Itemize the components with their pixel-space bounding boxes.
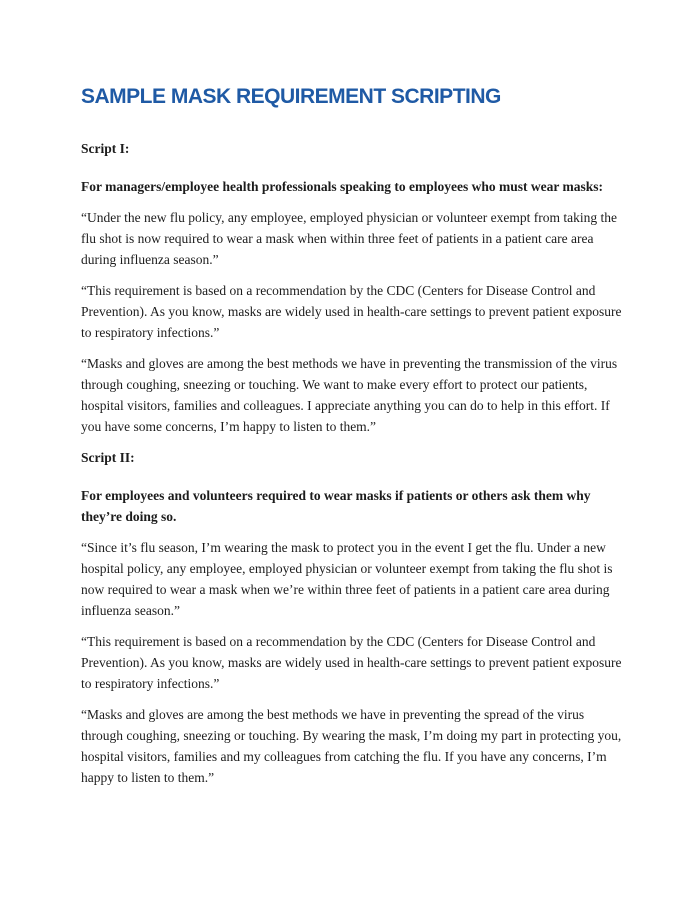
- document-body: [81, 138, 627, 788]
- script-i-paragraph-1: “Under the new flu policy, any employee, employed physician or volunteer exempt from taking the flu shot is now required to wear a mask when within three feet of patients in a patient care area during influenza season.”: [81, 210, 617, 267]
- script-i-paragraph-2: “This requirement is based on a recommendation by the CDC (Centers for Disease Control and Prevention). As you know, masks are widely used in health-care settings to prevent patient exposure to respiratory infections.”: [81, 283, 622, 340]
- script-ii-audience: For employees and volunteers required to wear masks if patients or others ask them why they’re doing so.: [81, 488, 591, 524]
- script-ii-paragraph-1: “Since it’s flu season, I’m wearing the mask to protect you in the event I get the flu. Under a new hospital policy, any employee, employed physician or volunteer exempt from taking the flu shot is now required to wear a mask when we’re within three feet of patients in a patient care area during influenza season.”: [81, 540, 613, 618]
- script-ii-label: Script II:: [81, 450, 135, 465]
- script-ii-paragraph-2: “This requirement is based on a recommendation by the CDC (Centers for Disease Control and Prevention). As you know, masks are widely used in health-care settings to prevent patient exposure to respiratory infections.”: [81, 634, 622, 691]
- script-i-paragraph-3: “Masks and gloves are among the best methods we have in preventing the transmission of the virus through coughing, sneezing or touching. We want to make every effort to protect our patients, hospital visitors, families and colleagues. I appreciate anything you can do to help in this effort. If you have some concerns, I’m happy to listen to them.”: [81, 356, 618, 434]
- script-ii-paragraph-3: “Masks and gloves are among the best methods we have in preventing the spread of the virus through coughing, sneezing or touching. By wearing the mask, I’m doing my part in protecting you, hospital visitors, families and my colleagues from catching the flu. If you have any concerns, I’m happy to listen to them.”: [81, 707, 622, 785]
- document-title: SAMPLE MASK REQUIREMENT SCRIPTING: [81, 85, 501, 108]
- script-i-audience: For managers/employee health professionals speaking to employees who must wear masks:: [81, 179, 603, 194]
- script-i-label: Script I:: [81, 141, 130, 156]
